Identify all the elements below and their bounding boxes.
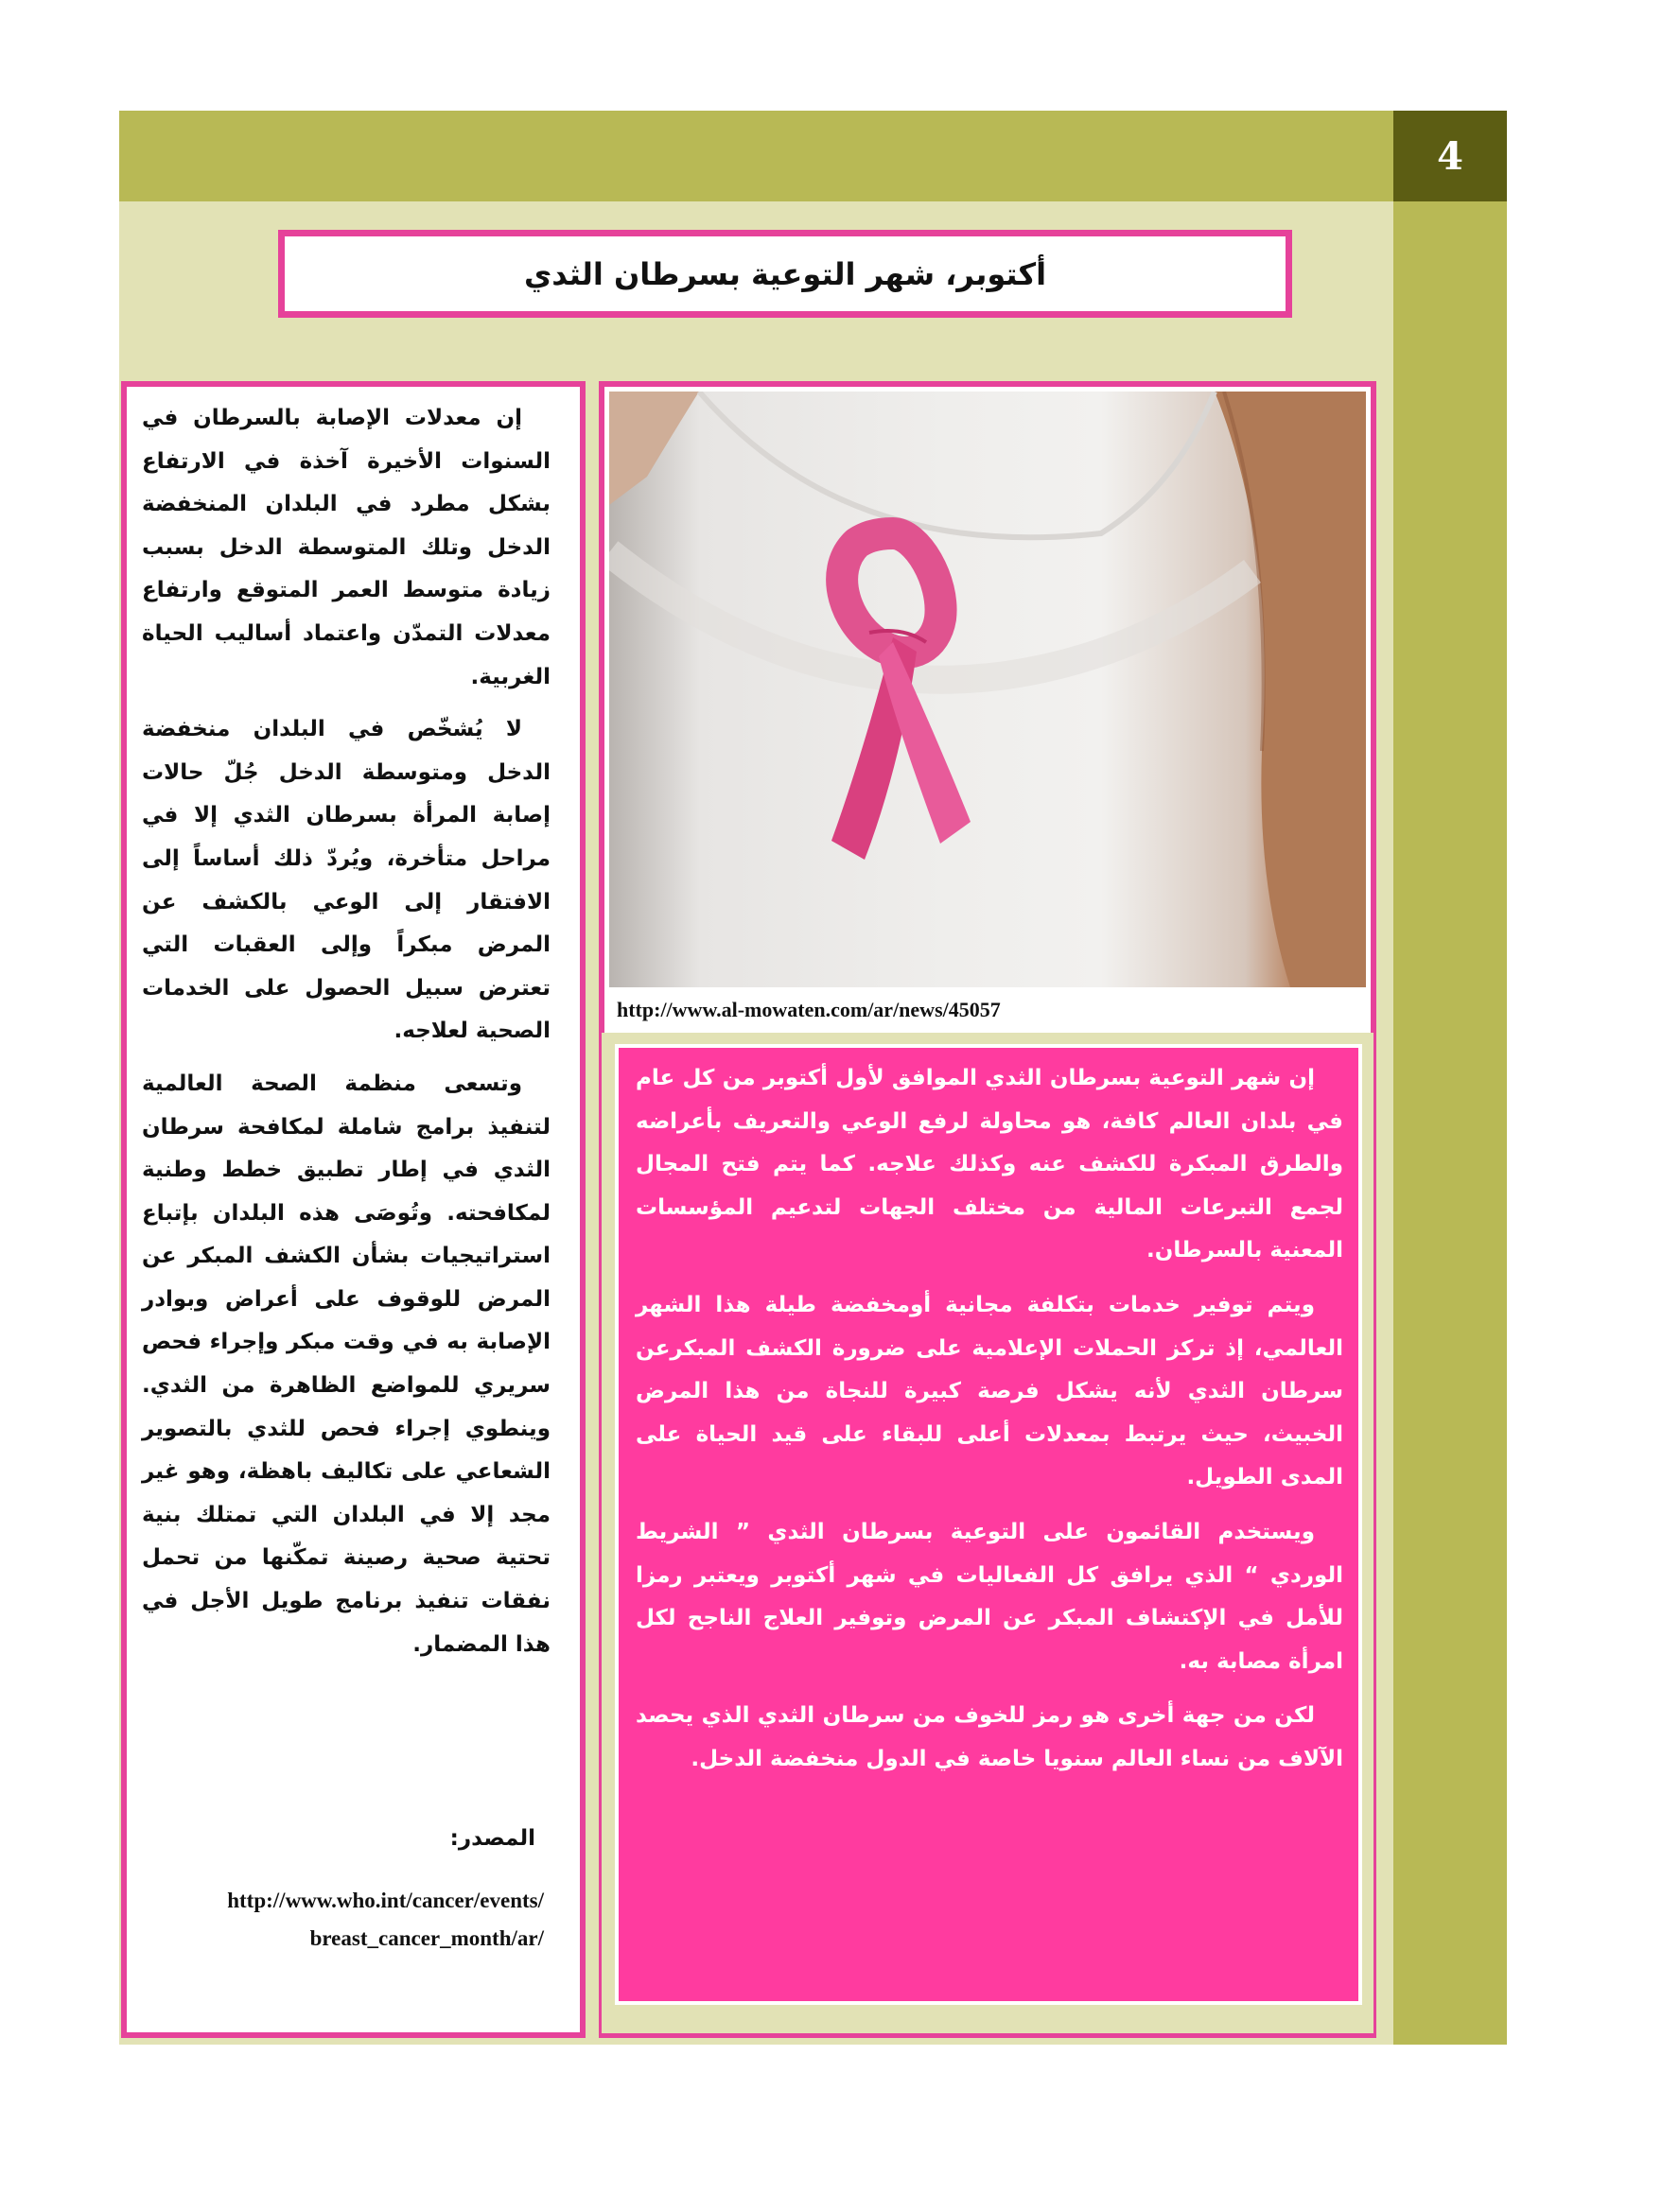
right-paragraph: ويستخدم القائمون على التوعية بسرطان الثدي ” الشريط الوردي “ الذي يرافق كل الفعاليات في شهر أكتوبر ويعتبر رمزا للأمل في الإكتشاف المبكر عن المرض وتوفير العلاج الناجح لكل امرأة مصابة به.	[636, 1519, 1343, 1674]
right-paragraph: إن شهر التوعية بسرطان الثدي الموافق لأول أكتوبر من كل عام في بلدان العالم كافة، هو محاولة لرفع الوعي والتعريف بأعراضه والطرق المبكرة للكشف عنه وكذلك علاجه. كما يتم فتح المجال لجمع التبرعات المالية من مختلف الجهات لتدعيم المؤسسات المعنية بالسرطان.	[636, 1066, 1343, 1263]
pink-ribbon-photo	[609, 392, 1366, 987]
title-box	[278, 230, 1292, 318]
page-title: أكتوبر، شهر التوعية بسرطان الثدي	[523, 255, 1047, 292]
left-paragraph: إن معدلات الإصابة بالسرطان في السنوات الأخيرة آخذة في الارتفاع بشكل مطرد في البلدان المنخفضة الدخل وتلك المتوسطة الدخل بسبب زيادة متوسط العمر المتوقع وارتفاع معدلات التمدّن واعتماد أساليب الحياة الغربية.	[142, 406, 551, 689]
pink-ribbon-icon	[831, 533, 971, 860]
right-paragraph: ويتم توفير خدمات بتكلفة مجانية أومخفضة طيلة هذا الشهر العالمي، إذ تركز الحملات الإعلامية على ضرورة الكشف المبكرعن سرطان الثدي لأنه يشكل فرصة كبيرة للنجاة من هذا المرض الخبيث، حيث يرتبط بمعدلات أعلى للبقاء على قيد الحياة على المدى الطويل.	[636, 1292, 1343, 1490]
page-number: 4	[1393, 111, 1507, 201]
header-band	[119, 111, 1393, 201]
right-article-text	[636, 1057, 1343, 1793]
source-url-line-2[interactable]: breast_cancer_month/ar/	[309, 1926, 544, 1950]
left-article-text	[142, 397, 551, 1676]
right-side-strip	[1393, 201, 1507, 2045]
image-caption: http://www.al-mowaten.com/ar/news/45057	[617, 998, 1001, 1021]
source-label: المصدر:	[449, 1826, 535, 1851]
source-link[interactable]	[142, 1882, 544, 1958]
left-paragraph: لا يُشخّص في البلدان منخفضة الدخل ومتوسطة الدخل جُلّ حالات إصابة المرأة بسرطان الثدي إلا في مراحل متأخرة، ويُردّ ذلك أساساً إلى الافتقار إلى الوعي بالكشف عن المرض مبكراً وإلى العقبات التي تعترض سبيل الحصول على الخدمات الصحية لعلاجه.	[142, 717, 551, 1044]
source-url-line-1[interactable]: http://www.who.int/cancer/events/	[227, 1889, 544, 1912]
right-paragraph: لكن من جهة أخرى هو رمز للخوف من سرطان الثدي الذي يحصد الآلاف من نساء العالم سنويا خاصة في الدول منخفضة الدخل.	[636, 1703, 1343, 1771]
left-paragraph: وتسعى منظمة الصحة العالمية لتنفيذ برامج شاملة لمكافحة سرطان الثدي في إطار تطبيق خطط وطنية لمكافحته. وتُوصَى هذه البلدان بإتباع استراتيجيات بشأن الكشف المبكر عن المرض للوقوف على أعراض وبوادر الإصابة به في وقت مبكر وإجراء فحص سريري للمواضع الظاهرة من الثدي. وينطوي إجراء فحص للثدي بالتصوير الشعاعي على تكاليف باهظة، وهو غير مجد إلا في البلدان التي تمتلك بنية تحتية صحية رصينة تمكّنها من تحمل نفقات تنفيذ برنامج طويل الأجل في هذا المضمار.	[142, 1071, 551, 1657]
